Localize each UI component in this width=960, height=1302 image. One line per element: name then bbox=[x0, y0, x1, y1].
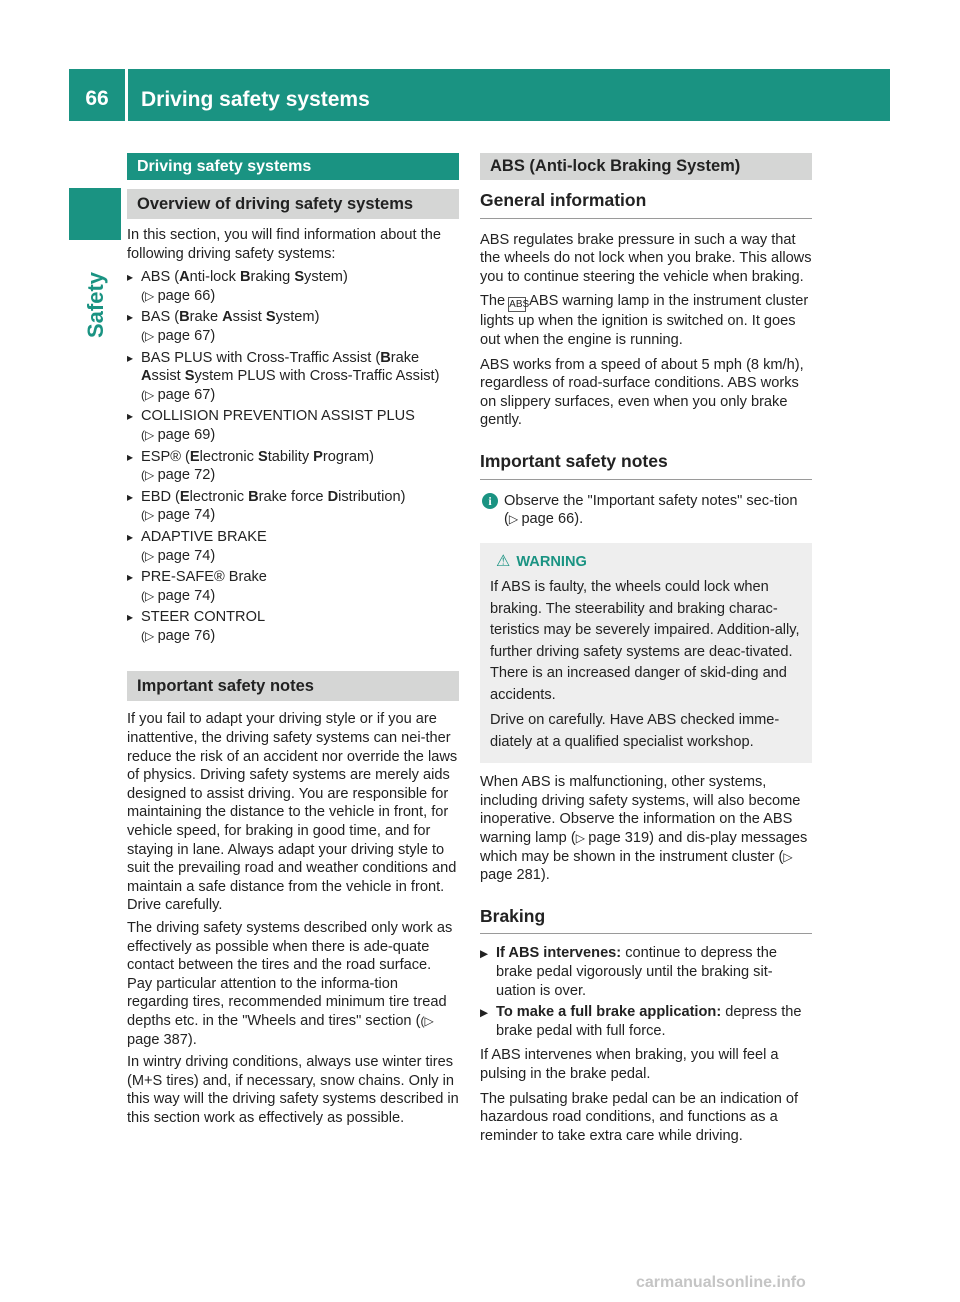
list-item-text: ssist bbox=[151, 368, 185, 385]
warning-title: WARNING bbox=[516, 553, 587, 570]
paren-close: ) bbox=[210, 587, 216, 604]
general-para-1: ABS regulates brake pressure in such a way that the wheels do not lock when you brake. This allows you to continue steering the vehicle when braking. bbox=[480, 231, 812, 285]
step-text: depress the brake pedal with full force. bbox=[496, 1004, 802, 1039]
info-note-text: Observe the "Important safety notes" sec-tion ( bbox=[504, 492, 798, 528]
list-item-text: rake force bbox=[258, 488, 328, 505]
page-ref-arrow-icon: (▷ bbox=[141, 588, 158, 603]
page-ref-link[interactable]: page 319 bbox=[588, 830, 650, 846]
malfunction-text-2: ) and dis-play messages which may be shown in the instrument cluster ( bbox=[480, 830, 808, 865]
right-important-heading: Important safety notes bbox=[480, 452, 812, 480]
list-item-text: S bbox=[294, 269, 305, 286]
list-item-text: B bbox=[248, 488, 259, 505]
braking-step bbox=[480, 1003, 812, 1040]
step-text: continue to depress the brake pedal vigorously until the braking sit-uation is over. bbox=[496, 945, 777, 999]
page-ref-link[interactable]: page 74 bbox=[157, 587, 211, 604]
page-ref-link[interactable]: page 72 bbox=[157, 467, 211, 484]
general-para-2-pre: The bbox=[480, 293, 506, 310]
important-para-3: In wintry driving conditions, always use winter tires (M+S tires) and, if necessary, snow chains. Only in this way will the driving safety systems described in this section work as effectively as possible. bbox=[127, 1054, 459, 1126]
list-item-text: BAS ( bbox=[141, 309, 180, 326]
page-ref-arrow-icon: (▷ bbox=[420, 1013, 434, 1028]
list-item-text: ESP® ( bbox=[141, 448, 190, 465]
paren-close: ) bbox=[210, 467, 216, 484]
page-ref-arrow-icon: ▷ bbox=[783, 849, 793, 864]
overview-list bbox=[127, 268, 459, 645]
list-item-text: A bbox=[141, 368, 152, 385]
page-ref-link[interactable]: page 74 bbox=[157, 547, 211, 564]
braking-heading: Braking bbox=[480, 907, 812, 935]
page-number: 66 bbox=[85, 87, 109, 110]
important-para-1: If you fail to adapt your driving style or if you are inattentive, the driving safety systems can nei-ther reduce the risk of an accident nor override the laws of physics. Driving safety systems are merely aids designed to assist driving. You are responsible for maintaining the distance to the vehicle in front, for vehicle speed, for braking in good time, and for staying in lane. Always adapt your driving style to suit the prevailing road and weather conditions and maintain a safe distance from the vehicle in front. Drive carefully. bbox=[127, 711, 458, 914]
paren-close: ) bbox=[210, 507, 216, 524]
list-item-text: B bbox=[179, 309, 190, 326]
page-ref-link[interactable]: page 66 bbox=[521, 511, 575, 528]
chapter-label-text: Safety bbox=[83, 271, 108, 339]
paren-close: ) bbox=[210, 426, 216, 443]
warning-title-row bbox=[490, 551, 802, 574]
warning-para-2: Drive on carefully. Have ABS checked imme-diately at a qualified specialist workshop. bbox=[490, 712, 780, 750]
braking-para-2: The pulsating brake pedal can be an indication of hazardous road conditions, and functions as a reminder to take extra care while driving. bbox=[480, 1090, 799, 1144]
list-item-text: rake bbox=[189, 309, 223, 326]
watermark: carmanualsonline.info bbox=[636, 1274, 806, 1291]
page-ref-link[interactable]: page 67 bbox=[157, 327, 211, 344]
list-item-text: nti-lock bbox=[189, 269, 240, 286]
important-para-2 bbox=[127, 919, 459, 1049]
page-ref-arrow-icon: (▷ bbox=[141, 548, 158, 563]
overview-list-item bbox=[127, 448, 459, 485]
overview-list-item bbox=[127, 349, 459, 405]
page-ref-link[interactable]: page 66 bbox=[157, 287, 211, 304]
page-ref-arrow-icon: ▷ bbox=[508, 512, 522, 527]
paren-close: ) bbox=[210, 386, 216, 403]
list-item-text: rogram) bbox=[322, 448, 374, 465]
list-item-text: ystem PLUS with Cross-Traffic Assist) bbox=[194, 368, 440, 385]
page-ref-arrow-icon: (▷ bbox=[141, 387, 158, 402]
list-item-text: ystem) bbox=[275, 309, 320, 326]
header-separator bbox=[125, 69, 128, 121]
list-item-text: raking bbox=[250, 269, 295, 286]
list-item-text: COLLISION PREVENTION ASSIST PLUS bbox=[141, 408, 415, 425]
list-item-text: PRE-SAFE® Brake bbox=[141, 569, 267, 586]
list-item-text: istribution) bbox=[338, 488, 406, 505]
list-item-text: P bbox=[313, 448, 323, 465]
list-item-text: lectronic bbox=[189, 488, 249, 505]
info-note-end: ). bbox=[574, 511, 584, 528]
page-ref-link[interactable]: page 281 bbox=[480, 867, 541, 884]
important-heading: Important safety notes bbox=[127, 671, 459, 701]
malfunction-text-1: When ABS is malfunctioning, other systems, including driving safety systems, will also become inoperative. Observe the information on the ABS warning lamp ( bbox=[480, 774, 801, 846]
chapter-marker bbox=[69, 188, 121, 240]
overview-list-item bbox=[127, 528, 459, 565]
step-label: If ABS intervenes: bbox=[496, 945, 622, 962]
list-item-text: B bbox=[239, 269, 251, 286]
list-item-text: EBD ( bbox=[141, 488, 180, 505]
page-ref-arrow-icon: (▷ bbox=[141, 468, 158, 483]
list-item-text: A bbox=[179, 269, 190, 286]
braking-steps bbox=[480, 944, 812, 1040]
overview-list-item bbox=[127, 308, 459, 345]
braking-para-1: If ABS intervenes when braking, you will feel a pulsing in the brake pedal. bbox=[480, 1047, 779, 1082]
section-bar: Driving safety systems bbox=[127, 153, 459, 180]
page-ref-arrow-icon: (▷ bbox=[141, 508, 158, 523]
warning-triangle-icon: ⚠ bbox=[496, 552, 511, 570]
list-item-text: rake bbox=[390, 349, 420, 366]
paren-close: ) bbox=[210, 327, 216, 344]
general-para-2-post: ABS warning lamp in the instrument cluster lights up when the ignition is switched on. It goes out when the engine is running. bbox=[480, 293, 809, 348]
page-ref-link[interactable]: page 76 bbox=[157, 627, 211, 644]
chapter-label bbox=[68, 250, 124, 360]
list-item-text: D bbox=[327, 488, 339, 505]
list-item-text: S bbox=[184, 368, 195, 385]
paren-close: ) bbox=[210, 287, 216, 304]
important-para-2-text: The driving safety systems described only work as effectively as possible when there is ade-quate contact between the tires and the road surface. Pay particular attention to the informa-tion regarding tires, recommended minimum tire tread depths etc. in the "Wheels and tires" section ( bbox=[127, 920, 453, 1029]
list-item-text: ssist bbox=[232, 309, 266, 326]
page-ref-link[interactable]: page 69 bbox=[157, 426, 211, 443]
page-ref-arrow-icon: (▷ bbox=[141, 628, 158, 643]
page-ref-link[interactable]: page 67 bbox=[157, 386, 211, 403]
right-column bbox=[480, 153, 812, 1145]
malfunction-para bbox=[480, 773, 812, 885]
warning-box bbox=[480, 543, 812, 764]
info-icon: i bbox=[482, 493, 498, 509]
important-para-2-end: ). bbox=[187, 1031, 197, 1048]
warning-para-1: If ABS is faulty, the wheels could lock when braking. The steerability and braking charac-teristics may be severely impaired. Addition-ally, further driving safety systems are deac-tivated. There is an increased danger of skid-ding and accidents. bbox=[490, 579, 800, 703]
overview-intro: In this section, you will find information about the following driving safety systems: bbox=[127, 227, 441, 262]
page-ref-arrow-icon: (▷ bbox=[141, 288, 158, 303]
page-title: Driving safety systems bbox=[141, 88, 370, 111]
malfunction-text-3: ). bbox=[540, 867, 550, 884]
general-para-3: ABS works from a speed of about 5 mph (8 km/h), regardless of road-surface conditions. ABS works on slippery surfaces, even when you only brake gently. bbox=[480, 356, 804, 429]
list-item-text: S bbox=[258, 448, 268, 465]
overview-heading: Overview of driving safety systems bbox=[127, 189, 459, 219]
overview-list-item bbox=[127, 608, 459, 645]
page-ref-arrow-icon: (▷ bbox=[141, 427, 158, 442]
list-item-text: E bbox=[189, 448, 200, 465]
step-label: To make a full brake application: bbox=[496, 1004, 722, 1021]
list-item-text: A bbox=[222, 309, 233, 326]
list-item-text: ADAPTIVE BRAKE bbox=[141, 528, 267, 545]
list-item-text: STEER CONTROL bbox=[141, 609, 266, 626]
list-item-text: E bbox=[179, 488, 190, 505]
general-para-2 bbox=[480, 292, 812, 349]
left-column bbox=[127, 153, 459, 1128]
abs-bar: ABS (Anti-lock Braking System) bbox=[480, 153, 812, 180]
general-heading: General information bbox=[480, 191, 812, 219]
list-item-text: S bbox=[265, 309, 276, 326]
overview-list-item bbox=[127, 268, 459, 305]
overview-list-item bbox=[127, 488, 459, 525]
list-item-text: BAS PLUS with Cross-Traffic Assist ( bbox=[141, 349, 381, 366]
list-item-text: ABS ( bbox=[141, 269, 180, 286]
overview-list-item bbox=[127, 407, 459, 444]
braking-step bbox=[480, 944, 812, 1000]
page-ref-arrow-icon: ▷ bbox=[575, 831, 589, 845]
list-item-text: lectronic bbox=[199, 448, 259, 465]
page-ref-link[interactable]: page 74 bbox=[157, 507, 211, 524]
paren-close: ) bbox=[210, 547, 216, 564]
paren-close: ) bbox=[210, 627, 216, 644]
page-ref-arrow-icon: (▷ bbox=[141, 328, 158, 343]
list-item-text: B bbox=[380, 349, 391, 366]
page-ref-link[interactable]: page 387 bbox=[127, 1031, 188, 1048]
abs-warning-lamp-icon: ABS bbox=[509, 299, 530, 311]
list-item-text: ystem) bbox=[304, 269, 348, 286]
overview-list-item bbox=[127, 568, 459, 605]
list-item-text: tability bbox=[267, 448, 314, 465]
info-note bbox=[480, 492, 812, 529]
